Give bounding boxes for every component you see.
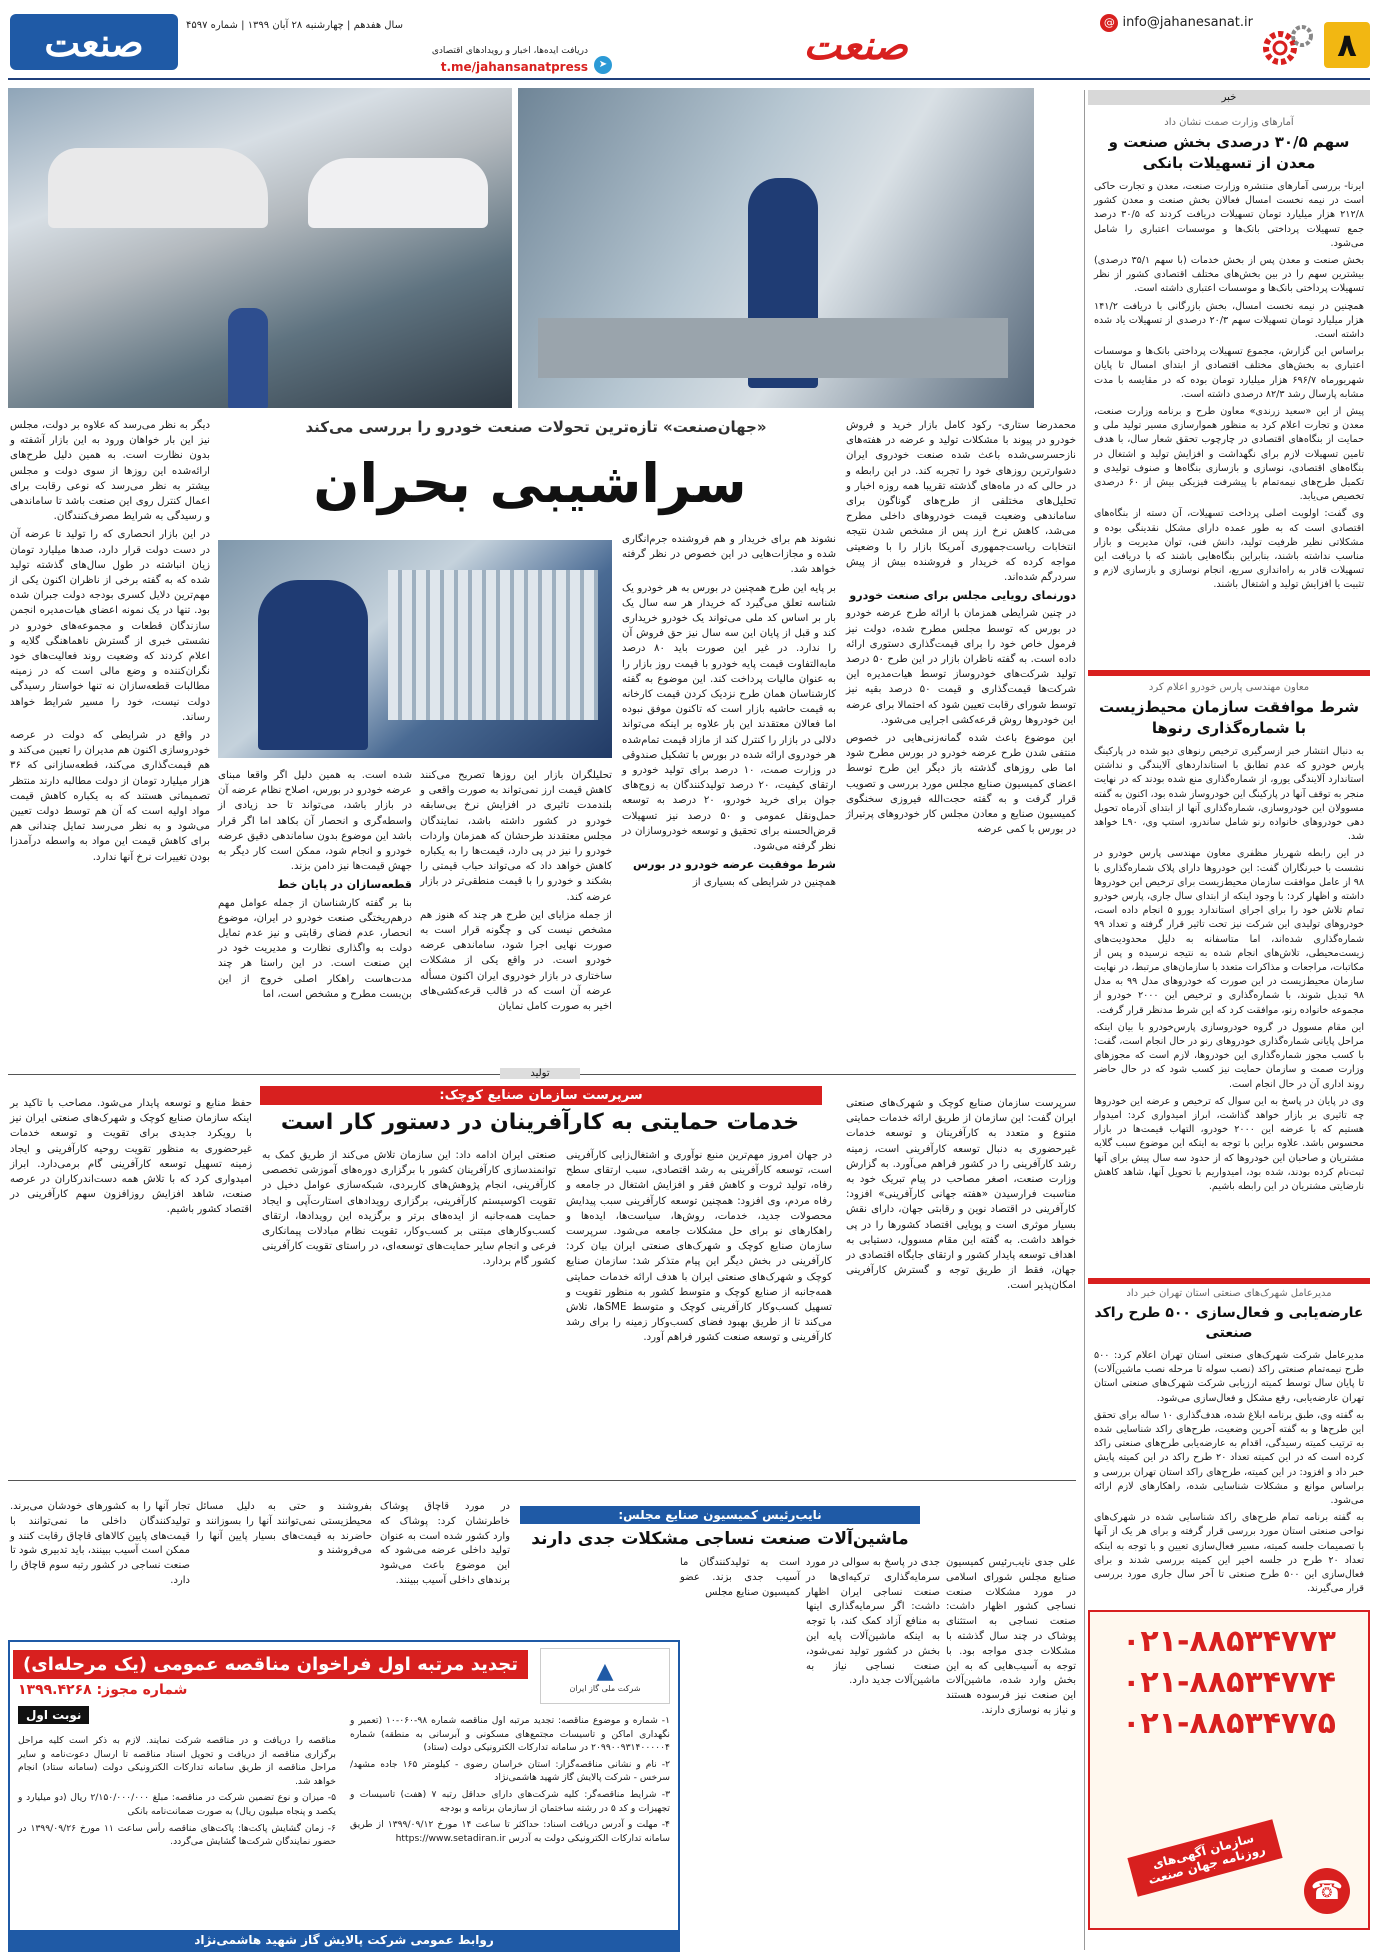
right-column [1088,90,1370,1956]
textile-column: علی جدی نایب‌رئیس کمیسیون صنایع مجلس شورای اسلامی در مورد مشکلات صنعت نساجی کشور اظهار داشت: صنعت نساجی به استثنای پوشاک در چند سال گذشته با مشکلات جدی مواجه بود. با توجه به آسیب‌هایی که به این بخش وارد شده، ماشین‌آلات این صنعت نیز فرسوده هستند و نیاز به نوسازی دارند. [946,1557,1076,1716]
production-column: صنعتی ایران ادامه داد: این سازمان تلاش می‌کند از طریق کمک به توانمندسازی کارآفرینان کشور با برگزاری دوره‌های آموزشی تخصصی کارآفرینی، انجام پژوهش‌های کاربردی، شبکه‌سازی عوامل دخیل در تقویت اکوسیستم کارآفرینی، برگزاری رویدادهای استارت‌آپی و ایجاد حمایت همه‌جانبه از ایده‌های برتر و برگزیده این رویدادها، ارتقای کسب‌وکارهای مبتنی بر کسب‌وکار، تقویت نظام مبادلات پیمانکاری فرعی و انجام سایر حمایت‌های توسعه‌ای، در راستای تقویت کارآفرینی کشور گام بردارد. [262,1150,556,1268]
ad-phone[interactable]: ۰۲۱-۸۸۵۳۴۷۷۳ [1122,1624,1336,1659]
story-renault: معاون مهندسی پارس خودرو اعلام کرد شرط موافقت سازمان محیط‌زیست با شماره‌گذاری رنوها به دنبال انتشار خبر ازسرگیری ترخیص رنوهای دپو شده در پارکینگ پارس خودرو که عدم تطابق با استانداردهای آلایندگی و نداشتن استاندارد آلایندگی یورو، از شماره‌گذاری منع شده بودند که در نهایت منجر به توقف آنها در پارکینگ این خودروساز شده بود، اکنون به گفته مسوولان این خودروسازی، شماره‌گذاری آنها از ابتدای آذرماه تحویل دهی خودروهای خانواده رنو شامل ساندرو، استپ وی، L۹۰ خواهد شد. در این رابطه شهریار مظفری معاون مهندسی پارس خودرو در نشست با خبرنگاران گفت: این خودروها دارای پلاک شماره‌گذاری با ۹۸ از عامل موافقت سازمان محیط‌زیست برای ترخیص این خودروها داشته و اظهار کرد: با وجود اینکه از ابتدای سال جاری، پارس خودرو تمام تلاش خود را برای اجرای استاندارد یورو ۵ انجام داده است، خودروهای تولیدی این شرکت نیز تحت تاثیر قرار گرفته و تعداد ۹۹ شماره‌گذاری شده‌اند، اما متاسفانه به دلیل محدودیت‌های زیست‌محیطی، تلاش‌های انجام شده به نتیجه نرسیده و پس از مکاتبات، مراجعات و مذاکرات متعدد با سازمان‌های مرتبط، در نهایت سازمان محیط‌زیست در این صورت که خودروهای مدل ۹۹ به مدل ۹۸ تبدیل شوند، با شماره‌گذاری و ترخیص این ۲۰۰۰ خودرو از مجموعه خانواده رنو، موافقت کرد که این شرط مدنظر قرار گرفت. این مقام مسوول در گروه خودروسازی پارس‌خودرو با بیان اینکه مراحل پایانی شماره‌گذاری خودروهای رنو در حال انجام است، گفت: با کسب مجوز شماره‌گذاری این خودروها، لازم است که مجوزهای وزارت صمت و سازمان حمایت نیز کسب شود که در حال حاضر روند اداری آن در حال انجام است. وی در پایان در پاسخ به این سوال که ترخیص و عرضه این خودروها چه تاثیری بر بازار خواهد گذاشت، ابراز امیدواری کرد: امیدوار هستیم که با عرضه این ۲۰۰۰ خودرو، التهاب قیمت‌ها در بازار محسوس باشد. علاوه براین با توجه به اینکه این موضوع سبب گلایه مشتریان و صاحبان این خودروها که از حدود سه سال پیش برای آنها ثبت‌نام کرده بودند، شده بود، امیدواریم با تحویل آنها، شاهد کاهش نارضایتی مشتریان در این رابطه باشیم. [1094,682,1365,1193]
page-number-box [1324,22,1370,68]
lead-subhead: قطعه‌سازان در پایان خط [277,878,412,892]
photo-worker-mask [218,540,612,758]
ad-phone[interactable]: ۰۲۱-۸۸۵۳۴۷۷۴ [1122,1665,1336,1700]
car-shape [48,148,268,228]
page-header [0,0,1378,80]
section-label: خبر [1088,90,1370,105]
story-title: شرط موافقت سازمان محیط‌زیست با شماره‌گذاری رنوها [1098,698,1360,737]
phone-icon: ☎ [1304,1868,1350,1914]
section-label: تولید [500,1068,580,1079]
issue-info: سال هفدهم | چهارشنبه ۲۸ آبان ۱۳۹۹ | شماره ۴۵۹۷ [186,20,403,31]
ad-stamp: سازمان آگهی‌های روزنامه جهان صنعت [1127,1819,1282,1896]
story-body: ایرنا- بررسی آمارهای منتشره وزارت صنعت، معدن و تجارت حاکی است در نیمه نخست امسال فعالان بخش صنعت و معدن کشور ۲۱۲/۸ هزار میلیارد تومان تسهیلات دریافت کردند که ۳۰/۵ درصد جمع تسهیلات پرداختی بانک‌ها و موسسات اعتباری را شامل می‌شود. بخش صنعت و معدن پس از بخش خدمات (با سهم ۳۵/۱ درصدی) بیشترین سهم را در بین بخش‌های مختلف اقتصادی کشور از نظر تسهیلات پرداختی بانک‌ها و موسسات اعتباری داشته است. همچنین در نیمه نخست امسال، بخش بازرگانی با دریافت ۱۴۱/۲ هزار میلیارد تومان تسهیلات سهم ۲۰/۳ درصدی از تسهیلات یاد شده داشته است. براساس این گزارش، مجموع تسهیلات پرداختی بانک‌ها و موسسات اعتباری به بخش‌های مختلف اقتصادی از ابتدای امسال تا پایان شهریورماه ۶۹۶/۷ هزار میلیارد تومان بوده که در مقایسه با مدت مشابه پارسال رشد ۸۲/۳ درصدی داشته است. پیش از این «سعید زرندی» معاون طرح و برنامه وزارت صنعت، معدن و تجارت اعلام کرد به منظور هموارسازی مسیر تولید ملی و حمایت از بنگاه‌های اقتصادی در چارچوب تحقق شعار سال، با هدف تامین تسهیلات لازم برای نگهداشت و افزایش تولید و اشتغال در بنگاه‌های اقتصادی، نوسازی و بازسازی بنگاه‌ها و صنوف تولیدی و تکمیل طرح‌های نیمه‌تمام با پیشرفت فیزیکی بیش از ۶۰ درصدی تخصیص می‌یابد. وی گفت: اولویت اصلی پرداخت تسهیلات، آن دسته از بنگاه‌های اقتصادی است که به طور عمده دارای مشکل نقدینگی بوده و مشکلاتی نظیر ظرفیت تولید، دانش فنی، توان مدیریت و بازار مناسب نداشته باشند، بنابراین بنگاه‌هایی باشند که با دریافت این تسهیلات قادر به راه‌اندازی سریع، انجام نوسازی و بازسازی لازم و تثبیت یا افزایش تولید و اشتغال باشند. [1094,181,1364,591]
gas-flame-icon: ▲ [596,1659,614,1684]
production-column: سرپرست سازمان صنایع کوچک و شهرک‌های صنعتی ایران گفت: این سازمان از طریق ارائه خدمات حمایتی متنوع و متعدد به کارآفرینان و توسعه خدمات غیرحضوری به دنبال توسعه کارآفرینی است، زمینه رشد کارآفرینی را در کشور فراهم می‌آورد. به گزارش وزارت صنعت، اصغر مصاحب در پیام تبریک خود به مناسبت فرارسیدن «هفته جهانی کارآفرینی» افزود: کارآفرینی در اقتصاد نوین و رقابتی جهان، دارای نقش بسیار موثری است و پویایی اقتصاد کشورها را در پی خواهد داشت. به گفته این مقام مسوول، دستیابی به اهداف توسعه پایدار کشور و ارتقای جایگاه اقتصادی در جهان، فقط از طریق توجه و گسترش کارآفرینی امکان‌پذیر است. [846,1098,1076,1292]
section-logo: صنعت [803,22,908,69]
textile-title: ماشین‌آلات صنعت نساجی مشکلات جدی دارند [531,1529,909,1549]
story-title: عارضه‌یابی و فعال‌سازی ۵۰۰ طرح راکد صنعتی [1094,1305,1364,1341]
telegram-link[interactable]: t.me/jahansanatpress [440,60,588,74]
brand-logo: صنعت [10,14,178,70]
textile-column: تجار آنها را به کشورهای خودشان می‌برند. تولیدکنندگان داخلی ما نمی‌توانند با قیمت‌های پایین کالاهای قاچاق رقابت کنند و ممکن است آسیب ببینند، باید تدبیری شود تا صنعت نساجی در کشور رتبه سوم قاچاق را دارد. [10,1501,190,1586]
gear-icon [1260,20,1316,70]
production-column: حفظ منابع و توسعه پایدار می‌شود. مصاحب با تاکید بر اینکه سازمان صنایع کوچک و شهرک‌های صنعتی ایران نیز با رویکرد جدیدی برای تقویت و توسعه خدمات غیرحضوری به منظور تقویت روحیه کارآفرینی و ایجاد زمینه تسهیل توسعه کارآفرینی گام برمی‌دارد. ابراز امیدواری کرد که با تلاش همه دست‌اندرکاران در عرصه صنعت، شاهد افزایش روزافزون سهم کارآفرینی در اقتصاد کشور باشیم. [10,1098,252,1216]
tender-column: مناقصه را دریافت و در مناقصه شرکت نمایند. لازم به ذکر است کلیه مراحل برگزاری مناقصه از دریافت و تحویل اسناد مناقصه تا ارسال دعوت‌نامه و سایر مراحل مناقصه از طریق سامانه تدارکات الکترونیکی دولت (سامانه ستاد) انجام خواهد شد. ۵- میزان و نوع تضمین شرکت در مناقصه: مبلغ ۲/۱۵۰/۰۰۰/۰۰۰ ریال (دو میلیارد و یکصد و پنجاه میلیون ریال) به صورت ضمانت‌نامه بانکی ۶- زمان گشایش پاکت‌ها: پاکت‌های مناقصه رأس ساعت ۱۱ مورخ ۱۳۹۹/۰۹/۲۶ در حضور نمایندگان شرکت‌ها گشایش می‌گردد. [18,1735,336,1848]
section-rule [8,1480,1076,1481]
telegram-icon: ➤ [594,56,612,74]
machine-shape [388,570,598,720]
lead-kicker: «جهان‌صنعت» تازه‌ترین تحولات صنعت خودرو را بررسی می‌کند [305,418,767,436]
photo-car-assembly [8,88,512,408]
worker-shape [228,308,268,408]
ad-phones [1088,1610,1370,1930]
story-stats [1088,105,1370,593]
machine-shape [538,318,1008,378]
tender-footer: روابط عمومی شرکت پالایش گاز شهید هاشمی‌نژاد [10,1930,678,1950]
tender-column: ۱- شماره و موضوع مناقصه: تجدید مرتبه اول مناقصه شماره ۹۸-۰۶۰-۱۰ (تعمیر و نگهداری اماکن و تاسیسات مجتمع‌های مسکونی و آبرسانی به منطقه) شماره ۲۰۹۹۰۰۹۳۱۴۰۰۰۰۰۴ در سامانه تدارکات الکترونیکی دولت (ستاد) ۲- نام و نشانی مناقصه‌گزار: استان خراسان رضوی - کیلومتر ۱۶۵ جاده مشهد/ سرخس - شرکت پالایش گاز شهید هاشمی‌نژاد ۳- شرایط مناقصه‌گر: کلیه شرکت‌های دارای حداقل رتبه ۷ (هفت) تاسیسات و تجهیزات و کد ۵ در رشته ساختمان از سازمان برنامه و بودجه ۴- مهلت و آدرس دریافت اسناد: حداکثر تا ساعت ۱۴ مورخ ۱۳۹۹/۰۹/۱۲ از طریق سامانه تدارکات الکترونیکی دولت به آدرس https://www.setadiran.ir [350,1715,670,1844]
lead-subhead: شرط موفقیت عرضه خودرو در بورس [632,858,836,872]
telegram-caption: دریافت ایده‌ها، اخبار و رویدادهای اقتصادی [431,46,588,56]
lead-subhead: دورنمای رویایی مجلس برای صنعت خودرو [849,589,1076,603]
textile-column: بفروشند و حتی به دلیل مسائل محیطزیستی نمی‌توانند آنها را بسوزانند و حاضرند به قیمت‌های بسیار پایین آنها را می‌فروشند و [196,1501,372,1557]
header-rule [8,78,1370,80]
production-title: خدمات حمایتی به کارآفرینان در دستور کار است [280,1110,800,1135]
telegram-box[interactable] [432,46,612,76]
textile-column: جدی در پاسخ به سوالی در مورد سرمایه‌گذاری ترکیه‌ای‌ها در صنعت نساجی ایران اظهار داشت: اگر سرمایه‌گذاری اینها به منافع آزاد کمک کند، با توجه به اینکه ماشین‌آلات پایه این بخش در کشور تولید نمی‌شود، صنعت نساجی نیاز به ماشین‌آلات جدید دارد. [806,1557,940,1687]
lead-column: نشوند هم برای خریدار و هم فروشنده جرم‌انگاری شده و مجازات‌هایی در این خصوص در نظر گرفته خواهد شد. بر پایه این طرح همچنین در بورس به هر خودرو یک شناسه تعلق می‌گیرد که خریدار هر سه سال یک بار بر اساس کد ملی می‌تواند یک خودرو خریداری کند و قبل از پایان این سه سال نیز حق فروش آن را ندارد. در غیر این صورت باید ۸۰ درصد مابه‌التفاوت قیمت پایه خودرو با قیمت روز بازار را به عنوان مالیات پرداخت کند. این موضوع به گفته کارشناسان همان طرح نزدیک کردن قیمت کارخانه به قیمت حاشیه بازار است که تاکنون موفق نبوده اما فعالان معتقدند این بار علاوه بر اینکه می‌تواند دلالی در بازار را کنترل کند از مازاد قیمت تمام‌شده هر خودروی ارائه شده در بورس با تشکیل صندوقی در وزارت صمت، ۱۰ درصد برای تولید خودرو و ارتقای کیفیت، ۲۰ درصد تولیدکنندگان به زوج‌های جوان برای خرید خودرو، ۲۰ درصد به توسعه حمل‌ونقل عمومی و ۵۰ درصد نیز تسهیلات قرض‌الحسنه برای تحقیق و توسعه خودروسازان در نظر گرفته می‌شود. شرط موفقیت عرضه خودرو در بورس همچنین در شرایطی که بسیاری از [622,534,837,889]
lead-title: سراشیبی بحران [313,452,747,515]
tender-license: شماره مجوز: ۱۳۹۹.۴۲۶۸ [18,1682,188,1698]
tender-title: تجدید مرتبه اول فراخوان مناقصه عمومی (یک مرحله‌ای) [13,1650,528,1679]
car-shape [308,158,488,228]
story-kicker: آمارهای وزارت صمت نشان داد [1164,117,1294,128]
email-label[interactable]: @ info@jahanesanat.ir [1100,14,1253,32]
textile-column: است به تولیدکنندگان ما آسیب جدی بزند. عضو کمیسیون صنایع مجلس [680,1557,800,1598]
story-divider [1088,670,1370,676]
worker-shape [258,580,368,750]
lead-column: تحلیلگران بازار این روزها تصریح می‌کنند کاهش قیمت ارز نمی‌تواند به صورت واقعی و بلندمدت تاثیری در افزایش نرخ بی‌سابقه خودرو در کشور داشته باشد، نمایندگان مجلس معتقدند طرحشان که همزمان واردات خودرو را نیز در پی دارد، قیمت‌ها را به یکباره کاهش خواهد داد که می‌تواند حباب قیمتی را بشکند و خودرو را با قیمت منطقی‌تر در بازار عرضه کند. از جمله مزایای این طرح هر چند که هنوز هم مشخص نیست کی و چگونه قرار است به صورت نهایی اجرا شود، ساماندهی عرضه خودرو است. در واقع یکی از مشکلات ساختاری در بازار خودروی ایران اکنون مسأله عرضه آن است که در قالب قرعه‌کشی‌های اخیر به صورت کامل نمایان [420,770,612,1013]
column-rule [1084,90,1085,1950]
tender-ad [8,1640,680,1952]
story-divider [1088,1278,1370,1284]
production-kicker: سرپرست سازمان صنایع کوچک: [260,1086,822,1105]
textile-column: در مورد قاچاق پوشاک خاطرنشان کرد: پوشاک که وارد کشور شده است به عنوان تولید داخلی عرضه می‌شود که این موضوع باعث می‌شود برندهای داخلی آسیب ببینند. [380,1501,510,1586]
lead-column: محمدرضا ستاری- رکود کامل بازار خرید و فروش خودرو در پیوند با مشکلات تولید و عرضه در هفته‌های نازحسرسی‌شده باعث شده صنعت خودروی ایران دشوارترین روزهای خود را تجربه کند. در این رابطه و در حالی که در ماه‌های گذشته تقریبا همه روزه اخبار و تحلیل‌های مختلفی از طرح‌های گوناگون برای ساماندهی وضعیت قیمت خودروهای داخلی مطرح می‌شد، کاهش نرخ ارز پس از مشخص شدن نتیجه انتخابات ریاست‌جمهوری آمریکا بازار را با وضعیتی مواجه کرده که خریدار و فروشنده بیش از پیش سردرگم شده‌اند. دورنمای رویایی مجلس برای صنعت خودرو در چنین شرایطی همزمان با ارائه طرح عرضه خودرو در بورس که توسط مجلس مطرح شده، دولت نیز فرمول خاص خود را برای قیمت‌گذاری دستوری ارائه داده است. به گفته ناظران بازار در این طرح ۵۰ درصد تولید شرکت‌های خودروساز توسط هیات‌مدیره این شرکت‌ها قیمت‌گذاری و قیمت ۵۰ درصد بقیه نیز توسط شورای رقابت تعیین شود که احتمالا برای عرضه این خودروها روش قرعه‌کشی اجرایی می‌شود. این موضوع باعث شده گمانه‌زنی‌هایی در خصوص منتفی شدن طرح عرضه خودرو در بورس مطرح شود اما طی روزهای گذشته باز دیگر این طرح توسط اعضای کمیسیون صنایع مجلس مورد بررسی و تصویب قرار گرفت و به گفته حجت‌الله فیروزی سخنگوی کمیسیون صنایع و معادن مجلس کار خودروهای پرتیراژ در بورس با کمی عرضه [846,420,1076,836]
production-column: در جهان امروز مهم‌ترین منبع نوآوری و اشتغال‌زایی کارآفرینی است، توسعه کارآفرینی به رشد اقتصادی، سبب ارتقای سطح رفاه، تولید ثروت و کاهش فقر و افزایش اشتغال در جامعه و رفاه مردم، وی افزود: همچنین توسعه کارآفرینی سبب پیدایش محصولات جدید، خدمات، روش‌ها، سیاست‌ها، ایده‌ها و راهکارهای نو برای حل مشکلات جامعه می‌شود. سرپرست سازمان صنایع کوچک و شهرک‌های صنعتی ایران بیان کرد: کارآفرینی در بخش دیگر این پیام متذکر شد: سازمان صنایع کوچک و شهرک‌های صنعتی ایران با هدف ارائه خدمات حمایتی همه‌جانبه از صنایع کوچک و متوسط کشور به منظور تقویت و تسهیل کسب‌وکار کارآفرینی کوچک و متوسط SMEها، تلاش می‌کند تا از طریق بهبود فضای کسب‌وکار زمینه را برای رشد کارآفرینی و توسعه صنعت کشور فراهم آورد. [566,1150,832,1344]
photo-factory-worker [518,88,1034,408]
textile-kicker: نایب‌رئیس کمیسیون صنایع مجلس: [520,1506,920,1524]
tender-round: نوبت اول [18,1706,89,1724]
lead-column: شده است. به همین دلیل اگر واقعا مبنای عرضه خودرو در بورس، اصلاح نظام عرضه آن در بازار باشد، می‌تواند تا حد زیادی از واسطه‌گری و انحصار آن بکاهد اما اگر قرار باشد این موضوع بدون ساماندهی دقیق عرضه خودرو و انجام شود، ممکن است کار دیگر به جهش قیمت‌ها نیز دامن بزند. قطعه‌سازان در پایان خط بنا بر گفته کارشناسان از جمله عوامل مهم درهم‌ریختگی صنعت خودرو در ایران، موضوع انحصار، عدم فضای رقابتی و نیز عدم تمایل دولت به واگذاری نظارت و مدیریت خود در این صنعت است. در این راستا هر چند مدت‌هاست راهکار اصلی خروج از این بن‌بست مطرح و مشخص است، اما [218,770,412,1000]
lead-column: دیگر به نظر می‌رسد که علاوه بر دولت، مجلس نیز این بار خواهان ورود به این بازار آشفته و بدون نظارت است. به همین دلیل طرح‌های ارائه‌شده این روزها از سوی دولت و مجلس بیشتر به نظر می‌رسد که نوعی رقابت برای اعمال کنترل روی این صنعت باشد تا ساماندهی و رسیدگی به شرایط مصرف‌کنندگان. در این بازار انحصاری که را تولید تا عرضه آن در دست دولت قرار دارد، صدها میلیارد تومان زیان انباشته در طول سال‌های گذشته تولید شده که به گفته برخی از ناظران اکنون یکی از مهم‌ترین دلایل کسری بودجه دولت جبران شده بود. تنها در یک نمونه اعضای هیات‌مدیره انجمن سازندگان قطعات و مجموعه‌های خودرو در نشستی خبری از گسترش ناهماهنگی گلایه و اعلام کردند که وضعیت روند فعالیت‌های خود نگران‌کننده و وضع مالی است که در زمینه مطالبات قطعه‌سازان نه تنها خواستار رسیدگی دولت نیست، خود را مسیر شرایط خواهد رساند. در واقع در شرایطی که دولت در عرصه خودروسازی اکنون هم مدیران را تعیین می‌کند و هم قیمت‌گذاری می‌کند، قطعه‌سازانی که ۳۶ هزار میلیارد تومان از دولت مطالبه دارند منتظر تصمیماتی هستند که به یکباره کاهش قیمت مواد اولیه است که آن هم توسط دولت تعیین می‌شود و به نظر می‌رسد تمایل چندانی هم برای کاهش قیمت این مواد به واسطه درآمدزا بودن تغییرات نرخ آنها ندارد. [10,420,210,863]
story-idle-projects: مدیرعامل شهرک‌های صنعتی استان تهران خبر داد عارضه‌یابی و فعال‌سازی ۵۰۰ طرح راکد صنعتی مدیرعامل شرکت شهرک‌های صنعتی استان تهران اعلام کرد: ۵۰۰ طرح نیمه‌تمام صنعتی راکد (نصب سوله تا مرحله نصب ماشین‌آلات) تا پایان سال توسط کمیته ارزیابی شرکت شهرک‌های صنعتی استان تهران عارضه‌یابی، رفع مشکل و فعال‌سازی می‌شود. به گفته وی، طبق برنامه ابلاغ شده، هدف‌گذاری ۱۰ ساله برای تحقق این طرح‌ها و به گفته آخرین وضعیت، طرح‌های راکد شناسایی شده به ترتیب کمیته رسیدگی، اقدام به عارضه‌یابی طرح‌های صنعتی راکد کرده است که در این کمیته تعداد ۲۰ طرح راکد در این کمیته پایش خبر داد و افزود: در این کمیته، طرح‌های راکد استان تهران بررسی و براساس موانع و مشکلات شناسایی شده، راهکارهای لازم ارائه می‌شود. به گفته برنامه تمام طرح‌های راکد شناسایی شده در شهرک‌های نواحی صنعتی استان مورد بررسی قرار گرفته و برای هر یک از آنها با تصمیمات جلسه کمیته، مسیر فعال‌سازی تعیین و با توجه به اینکه تعداد ۲۰ طرح در جلسه اخیر این کمیته بررسی شدند و برای فعال‌سازی این ۵۰۰ طرح صنعتی تا آخر سال جاری مورد بررسی قرار می‌گیرند. [1094,1288,1365,1595]
story-title: سهم ۳۰/۵ درصدی بخش صنعت و معدن از تسهیلات بانکی [1108,133,1350,172]
page-number: ۸ [1337,26,1357,64]
tender-logo: ▲ شرکت ملی گاز ایران [540,1648,670,1704]
email-icon: @ [1100,14,1118,32]
ad-phone[interactable]: ۰۲۱-۸۸۵۳۴۷۷۵ [1122,1706,1336,1741]
